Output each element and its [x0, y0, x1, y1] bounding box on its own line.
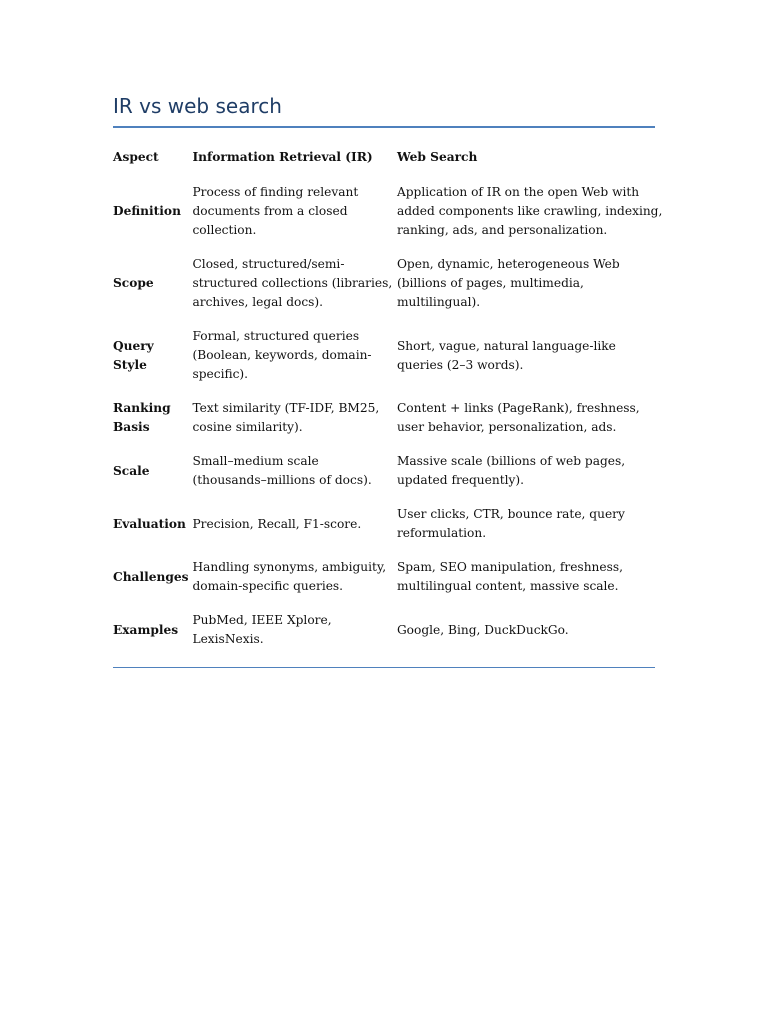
table-row: [111, 392, 666, 445]
row-web-cell: Open, dynamic, heterogeneous Web (billions of pages, multimedia, multilingual).: [396, 257, 620, 309]
row-aspect: Evaluation: [113, 516, 186, 531]
row-aspect: Challenges: [113, 569, 189, 584]
header-web-search: Web Search: [396, 149, 478, 164]
row-ir-cell: Handling synonyms, ambiguity, domain-specific queries.: [192, 560, 387, 593]
bottom-divider: [113, 667, 655, 668]
header-aspect: Aspect: [113, 149, 159, 164]
table-row: [111, 498, 666, 551]
row-aspect: Scale: [113, 463, 150, 478]
row-ir-cell: Formal, structured queries (Boolean, keywords, domain-specific).: [192, 329, 372, 381]
table-row: [111, 604, 666, 657]
table-row: [111, 176, 666, 248]
row-ir-cell: PubMed, IEEE Xplore, LexisNexis.: [192, 613, 332, 646]
row-ir-cell: Small–medium scale (thousands–millions of docs).: [192, 454, 372, 487]
page-title: IR vs web search: [113, 94, 282, 118]
row-web-cell: Short, vague, natural language-like queries (2–3 words).: [396, 338, 616, 372]
row-web-cell: Massive scale (billions of web pages, updated frequently).: [396, 454, 626, 487]
row-web-cell: Application of IR on the open Web with added components like crawling, indexing, ranking, ads, and personalization.: [396, 185, 663, 237]
row-ir-cell: Precision, Recall, F1-score.: [192, 516, 362, 531]
row-aspect: Scope: [113, 276, 154, 290]
title-underline: [113, 126, 655, 128]
row-ir-cell: Process of finding relevant documents from a closed collection.: [192, 185, 359, 237]
row-web-cell: Content + links (PageRank), freshness, user behavior, personalization, ads.: [396, 401, 640, 434]
table-header-row: [111, 138, 666, 176]
row-web-cell: Spam, SEO manipulation, freshness, multilingual content, massive scale.: [396, 560, 623, 593]
row-ir-cell: Closed, structured/semi-structured collections (libraries, archives, legal docs).: [192, 257, 393, 309]
row-web-cell: User clicks, CTR, bounce rate, query reformulation.: [396, 507, 625, 540]
table-row: [111, 445, 666, 498]
row-aspect: Definition: [113, 204, 181, 218]
row-aspect: Query Style: [113, 338, 154, 372]
table-row: [111, 320, 666, 392]
table-row: [111, 551, 666, 604]
header-information-retrieval: Information Retrieval (IR): [192, 149, 373, 164]
row-web-cell: Google, Bing, DuckDuckGo.: [396, 622, 569, 637]
row-ir-cell: Text similarity (TF-IDF, BM25, cosine similarity).: [192, 401, 380, 434]
row-aspect: Ranking Basis: [113, 401, 171, 434]
row-aspect: Examples: [113, 622, 179, 637]
table-row: [111, 248, 666, 320]
comparison-table: [111, 138, 666, 657]
